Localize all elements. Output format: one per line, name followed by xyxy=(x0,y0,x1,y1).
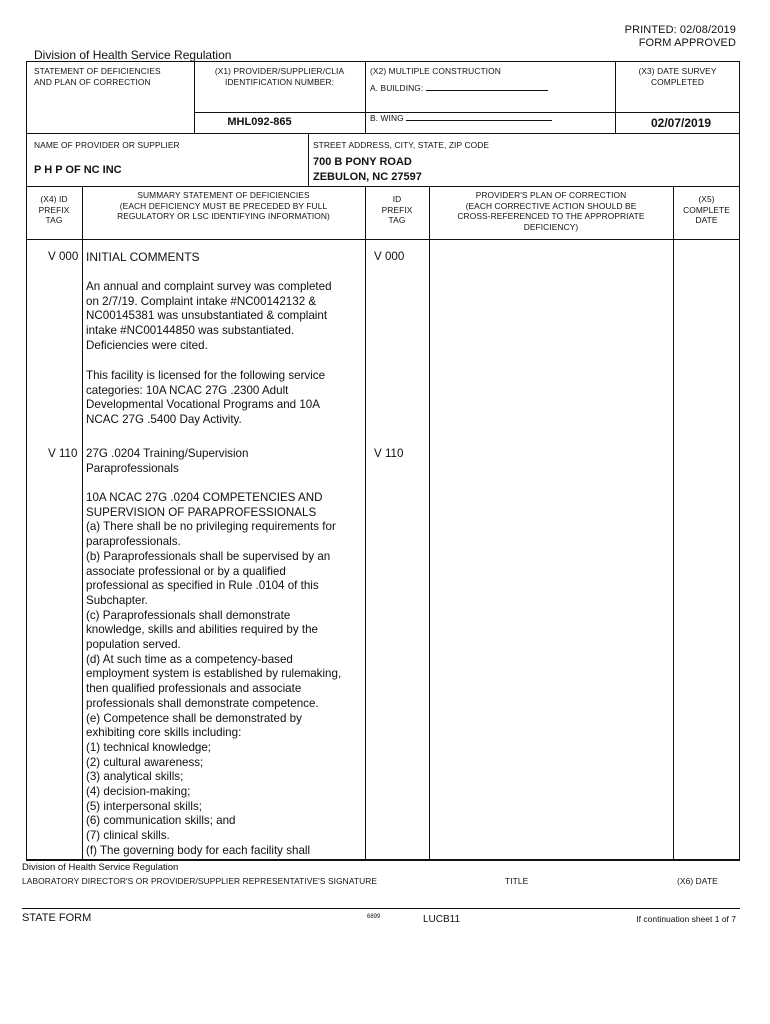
state-form-label: STATE FORM xyxy=(22,912,92,924)
entry-heading: INITIAL COMMENTS xyxy=(86,250,200,264)
entry-paragraph: This facility is licensed for the following service categories: 10A NCAC 27G .2300 Adult Developmental Vocational Programs and 10A NCAC 27G .5400 Day Activity. xyxy=(86,369,326,427)
continuation-sheet: If continuation sheet 1 of 7 xyxy=(636,914,736,924)
entry-id-tag: V 110 xyxy=(374,447,404,460)
form-approved: FORM APPROVED xyxy=(638,37,736,49)
divider-x1 xyxy=(194,112,365,113)
divider-columns xyxy=(26,239,740,240)
provider-name: P H P OF NC INC xyxy=(34,164,122,176)
form-number: 6899 xyxy=(367,914,381,920)
x5-header: (X5) COMPLETE DATE xyxy=(683,194,730,225)
x4-header: (X4) ID PREFIX TAG xyxy=(38,194,70,225)
printed-date: PRINTED: 02/08/2019 xyxy=(624,24,736,36)
divider-header xyxy=(26,133,740,134)
x2-label: (X2) MULTIPLE CONSTRUCTION xyxy=(370,66,501,76)
vline-col1 xyxy=(82,186,83,861)
division-title: Division of Health Service Regulation xyxy=(34,48,232,62)
footer-rule xyxy=(22,908,740,909)
address-label: STREET ADDRESS, CITY, STATE, ZIP CODE xyxy=(313,140,490,150)
vline-2 xyxy=(365,61,366,133)
plan-header: PROVIDER'S PLAN OF CORRECTION (EACH CORRECTIVE ACTION SHOULD BE CROSS-REFERENCED TO THE APPROPRIATE DEFICIENCY) xyxy=(457,190,645,232)
x3-label: (X3) DATE SURVEY COMPLETED xyxy=(638,66,717,87)
provider-name-label: NAME OF PROVIDER OR SUPPLIER xyxy=(34,140,180,150)
entry-id-tag: V 000 xyxy=(374,250,405,263)
divider-x3 xyxy=(615,112,740,113)
entry-paragraph: 10A NCAC 27G .0204 COMPETENCIES AND SUPERVISION OF PARAPROFESSIONALS (a) There shall be no privileging requirements for paraprofessionals. (b) Paraprofessionals shall be supervised by an associate professional or by a qualified professional as specified in Rule .0104 of this Subchapter. (c) Paraprofessionals shall demonstrate knowledge, skills and abilities required by the population served. (d) At such time as a competency-based employment system is established by rulemaking, then qualified professionals and associate professionals shall demonstrate competence. (e) Competence shall be demonstrated by exhibiting core skills including: (1) technical knowledge; (2) cultural awareness; (3) analytical skills; (4) decision-making; (5) interpersonal skills; (6) communication skills; and (7) clinical skills. (f) The governing body for each facility shall xyxy=(86,491,342,857)
vline-col4 xyxy=(673,186,674,861)
entry-prefix-tag: V 110 xyxy=(48,447,78,460)
footer-division: Division of Health Service Regulation xyxy=(22,862,179,873)
address-line1: 700 B PONY ROAD xyxy=(313,156,412,168)
entry-prefix-tag: V 000 xyxy=(48,250,79,263)
entry-heading: 27G .0204 Training/Supervision Paraprofessionals xyxy=(86,447,249,475)
vline-col2 xyxy=(365,186,366,861)
summary-header: SUMMARY STATEMENT OF DEFICIENCIES (EACH DEFICIENCY MUST BE PRECEDED BY FULL REGULATORY OR LSC IDENTIFYING INFORMATION) xyxy=(117,190,330,221)
building-field: A. BUILDING: xyxy=(370,83,548,94)
statement-label: STATEMENT OF DEFICIENCIES AND PLAN OF CORRECTION xyxy=(34,66,161,87)
signature-label: LABORATORY DIRECTOR'S OR PROVIDER/SUPPLIER REPRESENTATIVE'S SIGNATURE xyxy=(22,876,378,886)
x3-value: 02/07/2019 xyxy=(651,116,712,130)
event-id: LUCB11 xyxy=(423,914,461,925)
date-label: (X6) DATE xyxy=(677,876,718,886)
address-line2: ZEBULON, NC 27597 xyxy=(313,171,422,183)
vline-4 xyxy=(308,133,309,186)
entry-paragraph: An annual and complaint survey was completed on 2/7/19. Complaint intake #NC00142132 & NC00145381 was unsubstantiated & complaint intake #NC00144850 was substantiated. Deficiencies were cited. xyxy=(86,280,332,352)
id-header: ID PREFIX TAG xyxy=(381,194,413,225)
divider-provider xyxy=(26,186,740,187)
wing-field: B. WING xyxy=(370,113,552,124)
title-label: TITLE xyxy=(505,876,529,886)
x1-value: MHL092-865 xyxy=(227,116,292,128)
vline-col3 xyxy=(429,186,430,861)
x1-label: (X1) PROVIDER/SUPPLIER/CLIA IDENTIFICATION NUMBER: xyxy=(214,66,345,87)
